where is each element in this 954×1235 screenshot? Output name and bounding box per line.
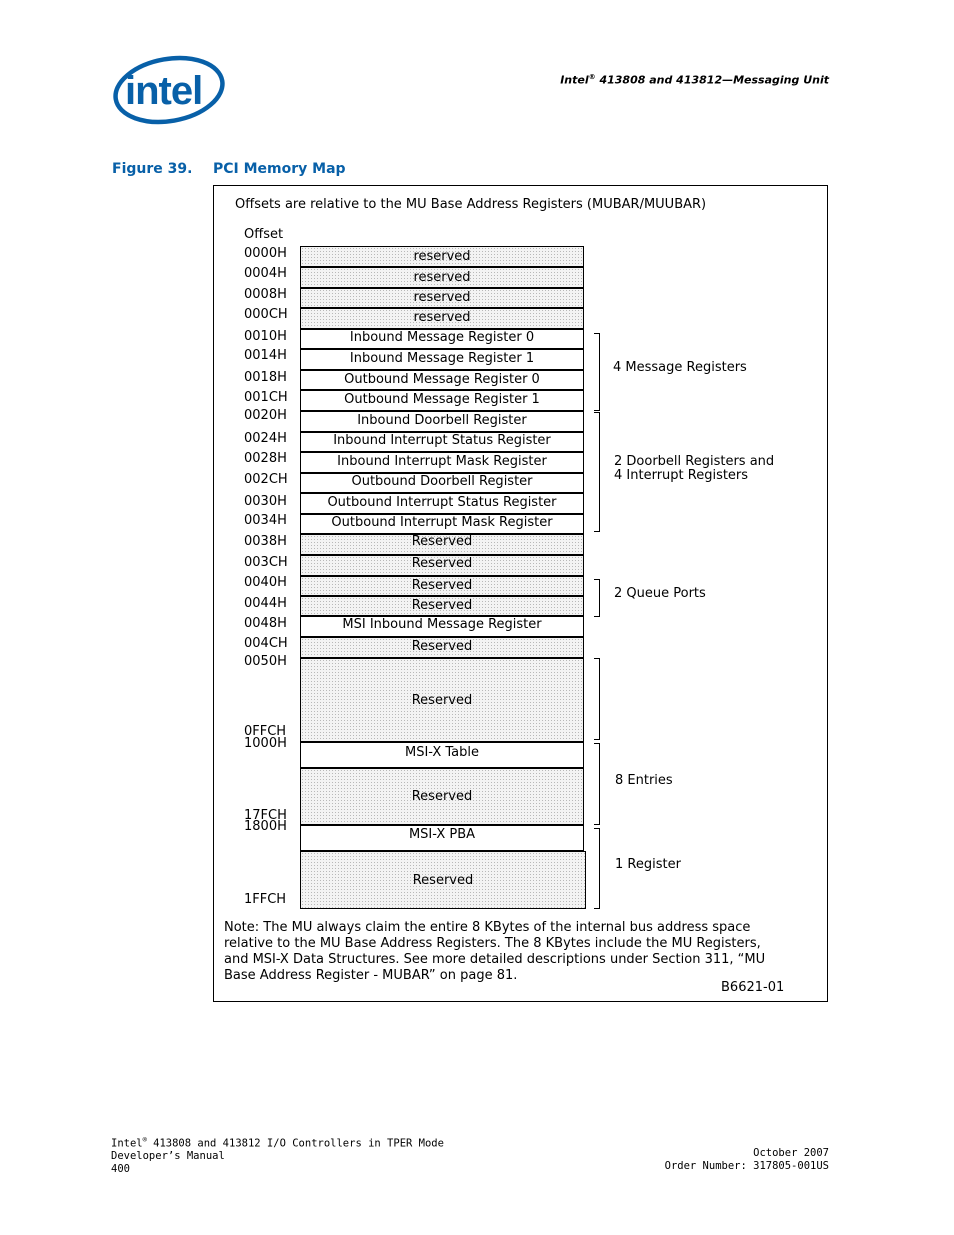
offset-label: 0050H	[244, 654, 287, 669]
msix-pba-box: MSI-X PBA	[300, 825, 584, 851]
offset-label: 0034H	[244, 513, 287, 528]
offset-label: 0040H	[244, 575, 287, 590]
group-label-register: 1 Register	[615, 857, 681, 872]
register-box: Reserved	[300, 596, 584, 616]
register-box: Outbound Interrupt Status Register	[300, 493, 584, 514]
footer-order-number: Order Number: 317805-001US	[664, 1159, 829, 1172]
group-label-message: 4 Message Registers	[613, 360, 747, 375]
offset-label: 0004H	[244, 266, 287, 281]
group-label-doorbell: 2 Doorbell Registers and	[614, 454, 775, 469]
offset-label: 17FCH	[244, 808, 287, 823]
reserved-block: Reserved	[300, 658, 584, 742]
group-label-entries: 8 Entries	[615, 773, 673, 788]
register-box: Outbound Message Register 0	[300, 370, 584, 390]
register-box: Inbound Doorbell Register	[300, 411, 584, 432]
offset-label: 0FFCH	[244, 724, 287, 739]
footer-manual: Developer’s Manual	[111, 1150, 225, 1162]
register-box: Inbound Interrupt Status Register	[300, 432, 584, 452]
register-box: Reserved	[300, 534, 584, 555]
register-box: reserved	[300, 267, 584, 288]
group-label-interrupt: 4 Interrupt Registers	[614, 468, 749, 483]
offset-label: 0048H	[244, 616, 287, 631]
offset-label: 0030H	[244, 494, 287, 509]
group-label-queue: 2 Queue Ports	[614, 586, 706, 601]
offset-label: 0000H	[244, 246, 287, 261]
group-bracket	[594, 333, 600, 411]
group-bracket	[594, 412, 600, 532]
figure-number: Figure 39.	[112, 161, 193, 177]
offset-label: 002CH	[244, 472, 288, 487]
running-header: Intel® 413808 and 413812—Messaging Unit	[560, 73, 829, 87]
note-line: Base Address Register - MUBAR” on page 81.	[224, 968, 518, 983]
register-box: reserved	[300, 288, 584, 308]
offset-label: 0024H	[244, 431, 287, 446]
intel-logo	[110, 50, 228, 130]
register-box: Reserved	[300, 576, 584, 596]
figure-note	[224, 920, 824, 984]
group-bracket	[594, 579, 600, 617]
page-number: 400	[111, 1162, 130, 1175]
offset-label: 0018H	[244, 370, 287, 385]
offset-label: 0028H	[244, 451, 287, 466]
offset-label: 003CH	[244, 555, 288, 570]
offset-label: 0014H	[244, 348, 287, 363]
offset-label: 0010H	[244, 329, 287, 344]
register-box: reserved	[300, 308, 584, 329]
offset-label: 0038H	[244, 534, 287, 549]
offset-label: 000CH	[244, 307, 288, 322]
register-box: MSI Inbound Message Register	[300, 616, 584, 637]
note-line: Note: The MU always claim the entire 8 KBytes of the internal bus address space	[224, 920, 751, 935]
figure-title: PCI Memory Map	[213, 161, 346, 177]
offset-label: 0020H	[244, 408, 287, 423]
svg-text:intel: intel	[125, 69, 203, 113]
group-bracket	[594, 743, 600, 825]
footer-left	[111, 1134, 444, 1175]
figure-code: B6621-01	[721, 980, 785, 995]
footer-date: October 2007	[753, 1147, 829, 1159]
note-line: and MSI-X Data Structures. See more detailed descriptions under Section 311, “MU	[224, 952, 766, 967]
group-bracket	[594, 658, 600, 740]
group-bracket	[594, 828, 600, 909]
footer-right	[665, 1147, 829, 1172]
reserved-block: Reserved	[300, 851, 586, 909]
reserved-block: Reserved	[300, 768, 584, 825]
note-line: relative to the MU Base Address Registers. The 8 KBytes include the MU Registers,	[224, 936, 761, 951]
register-box: Inbound Message Register 0	[300, 329, 584, 349]
register-box: Outbound Message Register 1	[300, 390, 584, 411]
offset-label: 001CH	[244, 390, 288, 405]
register-box: reserved	[300, 246, 584, 267]
offset-label: 0008H	[244, 287, 287, 302]
register-box: Outbound Doorbell Register	[300, 473, 584, 493]
offset-heading: Offset	[244, 227, 284, 242]
register-box: Outbound Interrupt Mask Register	[300, 514, 584, 534]
offset-label: 0044H	[244, 596, 287, 611]
offset-label: 004CH	[244, 636, 288, 651]
register-box: Reserved	[300, 637, 584, 658]
footer-doc-title: Intel® 413808 and 413812 I/O Controllers in TPER Mode	[111, 1136, 444, 1150]
register-box: Reserved	[300, 555, 584, 576]
register-box: Inbound Message Register 1	[300, 349, 584, 370]
offset-label: 1000H	[244, 736, 287, 751]
offset-label: 1FFCH	[244, 892, 287, 907]
figure-caption: Offsets are relative to the MU Base Address Registers (MUBAR/MUUBAR)	[235, 197, 707, 212]
register-box: Inbound Interrupt Mask Register	[300, 452, 584, 473]
offset-label: 1800H	[244, 819, 287, 834]
msix-table-box: MSI-X Table	[300, 742, 584, 768]
